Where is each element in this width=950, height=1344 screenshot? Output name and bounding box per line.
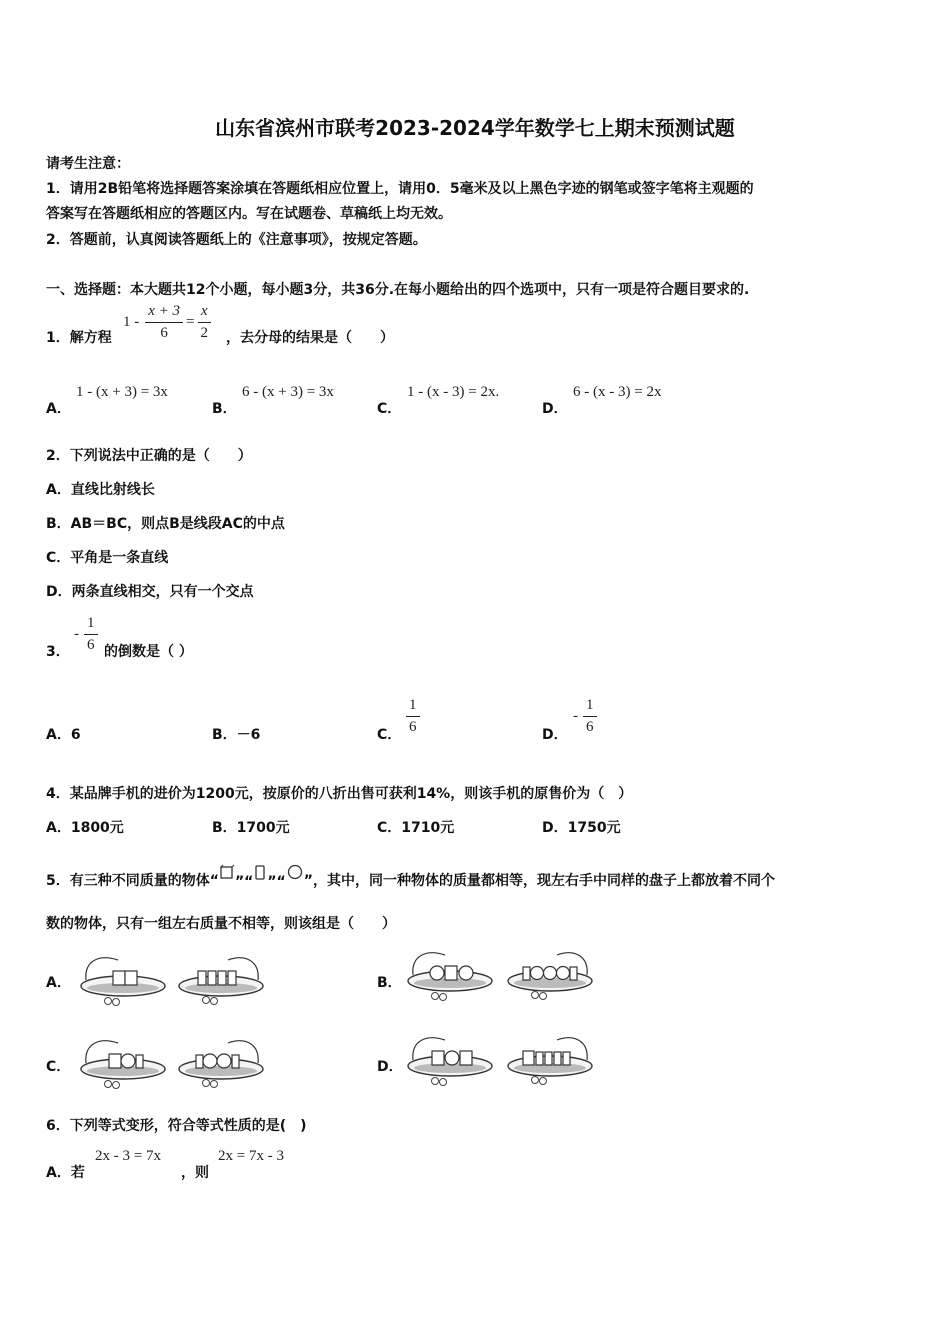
q1-option-b-label[interactable]: B． <box>212 401 237 417</box>
q3-expression <box>74 615 98 653</box>
q3-option-c-den: 6 <box>409 718 417 735</box>
q5-separator-1: ”“ <box>234 874 254 890</box>
q2-stem: 2．下列说法中正确的是（ ） <box>46 448 252 464</box>
q4-option-a[interactable]: A．1800元 <box>46 820 124 836</box>
q5-option-d-figure <box>405 1030 600 1092</box>
q3-option-c-fraction <box>406 697 420 735</box>
q3-option-d-expression <box>573 697 597 735</box>
q3-option-a[interactable]: A．6 <box>46 727 81 743</box>
q1-fraction-1-num: x + 3 <box>145 303 183 323</box>
q1-fraction-1 <box>145 303 183 341</box>
notice-heading: 请考生注意： <box>46 156 130 172</box>
q2-option-d[interactable]: D．两条直线相交，只有一个交点 <box>46 584 254 600</box>
sphere-icon <box>286 864 304 882</box>
q3-option-d-label[interactable]: D． <box>542 727 568 743</box>
q5-option-c-label[interactable]: C． <box>46 1059 71 1075</box>
q4-option-d[interactable]: D．1750元 <box>542 820 621 836</box>
q5-option-b-figure <box>405 945 600 1007</box>
q2-option-b[interactable]: B．AB＝BC，则点B是线段AC的中点 <box>46 516 285 532</box>
q1-fraction-2-num: x <box>198 303 211 323</box>
q1-option-b-expr: 6 - (x + 3) = 3x <box>242 384 334 400</box>
q1-fraction-2 <box>198 303 212 341</box>
q1-eq-one: 1 - <box>123 313 140 330</box>
q5-option-c-figure <box>78 1033 268 1095</box>
q5-part-1: 5．有三种不同质量的物体“ <box>46 873 219 889</box>
q4-stem: 4．某品牌手机的进价为1200元，按原价的八折出售可获利14%，则该手机的原售价为（ ） <box>46 786 633 802</box>
q5-option-a-label[interactable]: A． <box>46 975 71 991</box>
notice-line-2: 答案写在答题纸相应的答题区内。写在试题卷、草稿纸上均无效。 <box>46 206 452 222</box>
q3-prefix: 3． <box>46 644 70 660</box>
q5-option-b-label[interactable]: B． <box>377 975 402 991</box>
q3-option-c-num: 1 <box>406 697 420 717</box>
q1-eq-equals: = <box>186 313 195 330</box>
q1-suffix: ，去分母的结果是（ ） <box>226 330 394 346</box>
q2-option-c[interactable]: C．平角是一条直线 <box>46 550 169 566</box>
q5-option-a-figure <box>78 950 268 1012</box>
q3-fraction-den: 6 <box>87 636 95 653</box>
q1-option-c-label[interactable]: C． <box>377 401 402 417</box>
q1-prefix: 1．解方程 <box>46 330 112 346</box>
q6-option-a-then: ，则 <box>181 1165 209 1181</box>
q5-separator-2: ”“ <box>267 874 286 890</box>
q1-option-a-expr: 1 - (x + 3) = 3x <box>76 384 168 400</box>
q3-fraction <box>84 615 98 653</box>
q3-option-d-num: 1 <box>583 697 597 717</box>
q3-minus: - <box>74 625 79 642</box>
q3-option-b[interactable]: B．－6 <box>212 727 261 743</box>
q6-option-a-expr-1: 2x - 3 = 7x <box>95 1148 161 1164</box>
q1-option-d-label[interactable]: D． <box>542 401 568 417</box>
q6-stem: 6．下列等式变形，符合等式性质的是( ) <box>46 1118 307 1134</box>
q3-suffix: 的倒数是（ ） <box>104 644 193 660</box>
cylinder-icon <box>253 864 267 882</box>
q3-option-d-minus: - <box>573 707 578 724</box>
q5-stem-line-1 <box>46 864 775 890</box>
q3-fraction-num: 1 <box>84 615 98 635</box>
q6-option-a-expr-2: 2x = 7x - 3 <box>218 1148 284 1164</box>
q6-option-a-if[interactable]: A．若 <box>46 1165 85 1181</box>
q4-option-b[interactable]: B．1700元 <box>212 820 290 836</box>
q1-fraction-2-den: 2 <box>200 324 208 341</box>
q5-part-2: ”，其中，同一种物体的质量都相等，现左右手中同样的盘子上都放着不同个 <box>303 873 775 889</box>
q4-option-c[interactable]: C．1710元 <box>377 820 455 836</box>
q3-option-d-den: 6 <box>586 718 594 735</box>
q1-option-a-label[interactable]: A． <box>46 401 71 417</box>
q5-option-d-label[interactable]: D． <box>377 1059 403 1075</box>
q1-fraction-1-den: 6 <box>160 324 168 341</box>
page-title: 山东省滨州市联考2023-2024学年数学七上期末预测试题 <box>215 116 735 140</box>
q1-equation <box>123 303 211 341</box>
q2-option-a[interactable]: A．直线比射线长 <box>46 482 155 498</box>
section-1-heading: 一、选择题：本大题共12个小题，每小题3分，共36分.在每小题给出的四个选项中，只有一项是符合题目要求的. <box>46 282 750 298</box>
q5-stem-line-2: 数的物体，只有一组左右质量不相等，则该组是（ ） <box>46 916 396 932</box>
notice-line-1: 1．请用2B铅笔将选择题答案涂填在答题纸相应位置上，请用0．5毫米及以上黑色字迹的钢笔或签字笔将主观题的 <box>46 181 754 197</box>
notice-line-3: 2．答题前，认真阅读答题纸上的《注意事项》，按规定答题。 <box>46 232 427 248</box>
q1-option-c-expr: 1 - (x - 3) = 2x. <box>407 384 500 400</box>
q3-option-c-label[interactable]: C． <box>377 727 402 743</box>
q1-option-d-expr: 6 - (x - 3) = 2x <box>573 384 662 400</box>
cube-icon <box>219 864 235 882</box>
